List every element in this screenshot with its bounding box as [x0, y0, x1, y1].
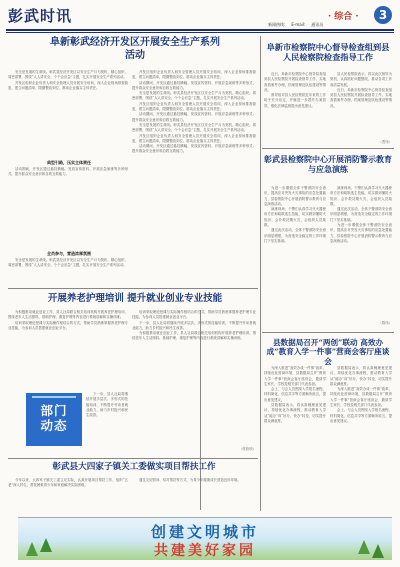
article-paragraph: 通过走访慰问、结对帮扶等方式，为青少年健康成长营造良好环境。 — [139, 478, 241, 482]
article-body — [264, 186, 326, 326]
department-news-badge — [26, 393, 82, 446]
article-paragraph: 今年以来，大四家子镇关工委立足实际，认真开展项目帮扶工作，组织“五老”深入村屯，帮扶困难青少年和家庭解决实际困难。 — [8, 478, 128, 488]
article-author: （张欣欣） — [239, 447, 256, 451]
issue-info-reporter: 通讯员 — [311, 22, 324, 27]
article-paragraph: 为深入推进“高效办成一件事”改革，持续优化营商环境，县数据局召开“教育入学一件事”营商会客厅座谈会，邀请学生家长、学校及相关部门代表参加。 — [330, 387, 392, 408]
article-paragraph: 近日，阜新市检察院中心督导检查组到县人民检察院开展检查指导工作，实地查看案件办理、档案管理及队伍建设等情况。 — [264, 72, 326, 92]
article-paragraph: 活动期间，开发区通过悬挂横幅、发放宣传资料、开展应急演练等多种形式，提升群众安全意识和自救互救能力。 — [132, 112, 256, 122]
badge-line-1: 部门 — [40, 403, 68, 418]
article-headline: 县数据局召开“两创”联动 高效办成“教育入学一件事”营商会客厅座谈会 — [266, 338, 390, 366]
section-divider — [262, 332, 394, 333]
article-body — [330, 72, 392, 138]
section-divider — [262, 148, 394, 149]
article-paragraph: 县数据局表示，将认真梳理意见建议，持续优化办事流程，推动教育入学从“能办”向“好办、快办”转变，切实提升群众满意度。 — [330, 366, 392, 386]
article-paragraph: 活动期间，开发区通过悬挂横幅、发放宣传资料、开展应急演练等多种形式，提升群众安全意识和自救互救能力。 — [8, 167, 128, 177]
article-paragraph: 开发区组织企业负责人和安全管理人员开展安全培训，深入企业现场排查隐患，建立问题清单，限期整改到位，推动企业落实主体责任。 — [8, 80, 128, 90]
article-subhead: 全员参与，营造浓厚氛围 — [47, 251, 91, 256]
section-divider — [8, 288, 258, 289]
article-body — [132, 310, 256, 444]
banner-line-1: 创建文明城市 — [150, 523, 259, 541]
article-body — [132, 478, 256, 512]
article-body — [264, 366, 326, 512]
article-paragraph: 督导组对县人民检察院近年来的工作给予充分肯定，并就进一步提升办案质效、强化法律监督提出意见建议。 — [264, 93, 326, 108]
article-paragraph: 活动期间，开发区通过悬挂横幅、发放宣传资料、开展应急演练等多种形式，提升群众安全意识和自救互救能力。 — [132, 80, 256, 90]
badge-accent-bar — [32, 396, 76, 398]
civic-banner — [18, 517, 392, 560]
page-number-badge: 3 — [374, 6, 392, 24]
article-paragraph: 开发区组织企业负责人和安全管理人员开展安全培训，深入企业现场排查隐患，建立问题清单，限期整改到位，推动企业落实主体责任。 — [132, 70, 256, 80]
article-body — [86, 392, 128, 452]
article-paragraph: 开发区组织企业负责人和安全管理人员开展安全培训，深入企业现场排查隐患，建立问题清单，限期整改到位，推动企业落实主体责任。 — [132, 101, 256, 112]
article-paragraph: 县人民检察院表示，将以此次督导为契机，认真抓好问题整改，推动各项工作高质量发展。 — [330, 72, 392, 87]
article-paragraph: 下一步，县人社局将继续开展多层次、多形式的技能培训，不断提升劳动者就业能力，助力乡村振兴和民生改善。 — [132, 320, 256, 330]
article-body — [264, 72, 326, 146]
article-author: （陈伟） — [378, 321, 392, 325]
article-paragraph: 为积极推动就业创业工作，县人社局联合相关培训机构开展养老护理培训，围绕老年人生活照料、基础护理、康复护理等内容进行系统讲解和实操训练。 — [8, 310, 128, 320]
article-paragraph: 为深入推进“高效办成一件事”改革，持续优化营商环境，县数据局召开“教育入学一件事”营商会客厅座谈会，邀请学生家长、学校及相关部门代表参加。 — [264, 366, 326, 386]
article-body — [8, 478, 128, 512]
section-divider — [8, 458, 258, 459]
article-paragraph: 培训采取理论授课与实际操作相结合的方式，帮助学员熟练掌握养老护理专业技能，为参训人员搭建就业创业平台。 — [132, 310, 256, 320]
article-paragraph: 演练现场，干警们认真学习灭火器使用方法和疏散逃生技能，切实做到懂防火知识、会扑救初期火灾、会组织人员疏散。 — [330, 186, 392, 206]
article-paragraph: 通过此次活动，全体干警消防安全意识明显增强，为营造安全稳定的工作环境打下坚实基础。 — [264, 228, 326, 243]
article-paragraph: 安全是发展的生命线。彰武县经济开发区以安全生产月为契机，精心组织，周密部署，围绕“人人讲安全、个个会应急”主题，扎实开展安全生产系列活动。 — [132, 122, 256, 133]
article-paragraph: 会上，与会人员围绕入学报名流程、材料简化、信息共享等方面畅所欲言，提出意见建议。 — [330, 408, 392, 423]
article-body — [330, 366, 392, 512]
article-paragraph: 演练现场，干警们认真学习灭火器使用方法和疏散逃生技能，切实做到懂防火知识、会扑救初期火灾、会组织人员疏散。 — [264, 207, 326, 228]
masthead-logo: 彭武时讯 — [8, 7, 73, 25]
issue-info-email: E-mail: — [291, 22, 306, 27]
article-paragraph: 安全是发展的生命线。彰武县经济开发区以安全生产月为契机，精心组织，周密部署，围绕“人人讲安全、个个会应急”主题，扎实开展安全生产系列活动。 — [132, 91, 256, 101]
article-body — [8, 258, 128, 286]
masthead-rule — [6, 29, 394, 31]
article-headline: 彰武县检察院中心开展消防警示教育与应急演练 — [264, 154, 392, 174]
article-paragraph: 通过此次活动，全体干警消防安全意识明显增强，为营造安全稳定的工作环境打下坚实基础。 — [330, 207, 392, 222]
article-body — [8, 310, 128, 386]
badge-line-2: 动态 — [40, 418, 68, 433]
article-headline: 阜新市检察院中心督导检查组到县人民检察院检查指导工作 — [266, 42, 390, 63]
article-paragraph: 为进一步增强全体干警消防安全意识，提高应对突发火灾事故的应急处置能力，县检察院中心开展消防警示教育与应急演练活动。 — [264, 186, 326, 206]
masthead-rule-thin — [6, 32, 394, 33]
column-divider — [260, 36, 261, 511]
article-paragraph: 开发区组织企业负责人和安全管理人员开展安全培训，深入企业现场排查隐患，建立问题清单，限期整改到位，推动企业落实主体责任。 — [132, 133, 256, 143]
article-body — [8, 167, 128, 249]
section-name: · 综合 · — [328, 12, 359, 22]
article-headline: 阜新彰武经济开发区开展安全生产系列活动 — [50, 37, 220, 61]
banner-line-2: 共建美好家园 — [154, 543, 256, 559]
issue-info — [268, 22, 323, 28]
article-headline: 彰武县大四家子镇关工委做实项目帮扶工作 — [52, 462, 216, 472]
article-headline: 开展养老护理培训 提升就业创业专业技能 — [47, 293, 223, 304]
issue-info-hotline: 新闻热线: — [268, 22, 286, 27]
article-paragraph: 为进一步增强全体干警消防安全意识，提高应对突发火灾事故的应急处置能力，县检察院中心开展消防警示教育与应急演练活动。 — [330, 223, 392, 243]
article-paragraph: 为积极推动就业创业工作，县人社局联合相关培训机构开展养老护理培训，围绕老年人生活照料、基础护理、康复护理等内容进行系统讲解和实操训练。 — [132, 331, 256, 341]
article-body — [132, 70, 256, 286]
article-paragraph: 下一步，县人社局将继续开展多层次、多形式的技能培训，不断提升劳动者就业能力，助力乡村振兴和民生改善。 — [86, 392, 128, 418]
article-paragraph: 近日，阜新市检察院中心督导检查组到县人民检察院开展检查指导工作，实地查看案件办理、档案管理及队伍建设等情况。 — [330, 87, 392, 108]
article-paragraph: 安全是发展的生命线。彰武县经济开发区以安全生产月为契机，精心组织，周密部署，围绕“人人讲安全、个个会应急”主题，扎实开展安全生产系列活动。 — [8, 70, 128, 80]
article-body — [330, 186, 392, 318]
article-paragraph: 会上，与会人员围绕入学报名流程、材料简化、信息共享等方面畅所欲言，提出意见建议。 — [264, 387, 326, 402]
article-subhead: 典型引路，压实主体责任 — [47, 160, 91, 165]
article-paragraph: 培训采取理论授课与实际操作相结合的方式，帮助学员熟练掌握养老护理专业技能，为参训人员搭建就业创业平台。 — [8, 320, 128, 330]
article-paragraph: 安全是发展的生命线。彰武县经济开发区以安全生产月为契机，精心组织，周密部署，围绕“人人讲安全、个个会应急”主题，扎实开展安全生产系列活动。 — [8, 258, 128, 268]
article-paragraph: 县数据局表示，将认真梳理意见建议，持续优化办事流程，推动教育入学从“能办”向“好办、快办”转变，切实提升群众满意度。 — [264, 403, 326, 423]
article-author: （贾伟） — [378, 140, 392, 144]
article-body — [8, 70, 128, 158]
article-paragraph: 活动期间，开发区通过悬挂横幅、发放宣传资料、开展应急演练等多种形式，提升群众安全意识和自救互救能力。 — [132, 144, 256, 154]
